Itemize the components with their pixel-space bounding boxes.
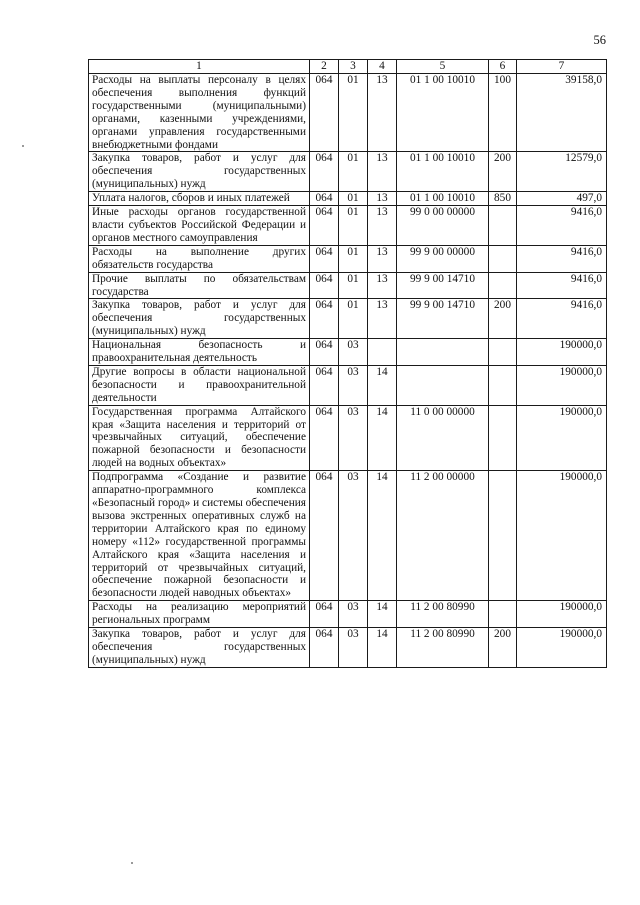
cell-type <box>489 245 517 272</box>
cell-ministry: 064 <box>310 601 339 628</box>
header-row <box>89 60 607 74</box>
cell-section: 01 <box>339 206 368 246</box>
table-row <box>89 365 607 405</box>
cell-ministry: 064 <box>310 152 339 192</box>
cell-type <box>489 601 517 628</box>
cell-target: 11 2 00 80990 <box>397 628 489 668</box>
cell-type <box>489 206 517 246</box>
cell-subsection: 13 <box>368 272 397 299</box>
page-number: 56 <box>593 33 606 47</box>
cell-section: 03 <box>339 471 368 601</box>
table-row <box>89 299 607 339</box>
cell-sum: 9416,0 <box>517 245 607 272</box>
cell-section: 01 <box>339 272 368 299</box>
cell-sum: 190000,0 <box>517 339 607 366</box>
table-row <box>89 192 607 206</box>
cell-subsection: 14 <box>368 601 397 628</box>
cell-target: 01 1 00 10010 <box>397 192 489 206</box>
cell-section: 03 <box>339 628 368 668</box>
cell-sum: 190000,0 <box>517 628 607 668</box>
table-row <box>89 74 607 152</box>
cell-section: 01 <box>339 152 368 192</box>
cell-target: 01 1 00 10010 <box>397 152 489 192</box>
cell-subsection: 13 <box>368 74 397 152</box>
cell-sum: 9416,0 <box>517 299 607 339</box>
cell-section: 03 <box>339 601 368 628</box>
cell-name: Закупка товаров, работ и услуг для обеспечения государственных (муниципальных) нужд <box>89 628 310 668</box>
cell-name: Подпрограмма «Создание и развитие аппаратно-программного комплекса «Безопасный город» и системы обеспечения вызова экстренных оперативных служб на территории Алтайского края по единому номеру «112» государственной программы Алтайского края «Защита населения и территорий от чрезвычайных ситуаций, обеспечение пожарной безопасности и безопасности людей наводных объектах» <box>89 471 310 601</box>
cell-ministry: 064 <box>310 299 339 339</box>
cell-target: 99 9 00 00000 <box>397 245 489 272</box>
cell-subsection: 13 <box>368 192 397 206</box>
table-row <box>89 405 607 471</box>
cell-target: 11 2 00 00000 <box>397 471 489 601</box>
cell-name: Расходы на реализацию мероприятий региональных программ <box>89 601 310 628</box>
cell-section: 03 <box>339 405 368 471</box>
cell-sum: 39158,0 <box>517 74 607 152</box>
column-header-section: 3 <box>339 60 368 74</box>
cell-ministry: 064 <box>310 74 339 152</box>
table-row <box>89 152 607 192</box>
cell-ministry: 064 <box>310 272 339 299</box>
cell-subsection: 13 <box>368 245 397 272</box>
cell-type <box>489 471 517 601</box>
cell-type <box>489 272 517 299</box>
cell-type: 200 <box>489 628 517 668</box>
cell-subsection: 13 <box>368 299 397 339</box>
column-header-target: 5 <box>397 60 489 74</box>
table-row <box>89 339 607 366</box>
cell-target <box>397 365 489 405</box>
cell-ministry: 064 <box>310 405 339 471</box>
cell-subsection: 13 <box>368 152 397 192</box>
cell-target: 99 9 00 14710 <box>397 299 489 339</box>
cell-name: Закупка товаров, работ и услуг для обеспечения государственных (муниципальных) нужд <box>89 299 310 339</box>
column-header-subsection: 4 <box>368 60 397 74</box>
cell-target: 11 2 00 80990 <box>397 601 489 628</box>
cell-section: 01 <box>339 245 368 272</box>
cell-type: 200 <box>489 152 517 192</box>
column-header-name: 1 <box>89 60 310 74</box>
cell-type: 200 <box>489 299 517 339</box>
cell-ministry: 064 <box>310 206 339 246</box>
scan-speck <box>22 145 24 147</box>
cell-name: Расходы на выплаты персоналу в целях обеспечения выполнения функций государственными (муниципальными) органами, казенными учреждениями, органами управления государственными внебюджетными фондами <box>89 74 310 152</box>
cell-sum: 190000,0 <box>517 405 607 471</box>
cell-type <box>489 365 517 405</box>
table-row <box>89 206 607 246</box>
cell-ministry: 064 <box>310 339 339 366</box>
cell-sum: 190000,0 <box>517 365 607 405</box>
table-row <box>89 245 607 272</box>
cell-name: Государственная программа Алтайского края «Защита населения и территорий от чрезвычайных ситуаций, обеспечение пожарной безопасности и безопасности людей на водных объектах» <box>89 405 310 471</box>
cell-section: 01 <box>339 74 368 152</box>
cell-section: 01 <box>339 299 368 339</box>
cell-name: Другие вопросы в области национальной безопасности и правоохранительной деятельности <box>89 365 310 405</box>
column-header-type: 6 <box>489 60 517 74</box>
table-row <box>89 272 607 299</box>
cell-name: Расходы на выполнение других обязательств государства <box>89 245 310 272</box>
cell-sum: 497,0 <box>517 192 607 206</box>
cell-target <box>397 339 489 366</box>
cell-sum: 9416,0 <box>517 272 607 299</box>
table-row <box>89 471 607 601</box>
cell-name: Иные расходы органов государственной власти субъектов Российской Федерации и органов местного самоуправления <box>89 206 310 246</box>
cell-target: 11 0 00 00000 <box>397 405 489 471</box>
cell-section: 03 <box>339 339 368 366</box>
cell-type <box>489 339 517 366</box>
cell-sum: 190000,0 <box>517 601 607 628</box>
cell-name: Прочие выплаты по обязательствам государства <box>89 272 310 299</box>
cell-ministry: 064 <box>310 245 339 272</box>
table-row <box>89 628 607 668</box>
cell-target: 01 1 00 10010 <box>397 74 489 152</box>
budget-table <box>88 59 607 668</box>
cell-sum: 9416,0 <box>517 206 607 246</box>
cell-subsection: 14 <box>368 471 397 601</box>
cell-subsection: 14 <box>368 405 397 471</box>
cell-sum: 12579,0 <box>517 152 607 192</box>
cell-ministry: 064 <box>310 471 339 601</box>
cell-type: 100 <box>489 74 517 152</box>
cell-target: 99 9 00 14710 <box>397 272 489 299</box>
cell-sum: 190000,0 <box>517 471 607 601</box>
cell-type <box>489 405 517 471</box>
column-header-sum: 7 <box>517 60 607 74</box>
column-header-ministry: 2 <box>310 60 339 74</box>
cell-section: 03 <box>339 365 368 405</box>
cell-target: 99 0 00 00000 <box>397 206 489 246</box>
cell-subsection <box>368 339 397 366</box>
cell-ministry: 064 <box>310 365 339 405</box>
cell-subsection: 14 <box>368 628 397 668</box>
cell-section: 01 <box>339 192 368 206</box>
scan-speck <box>131 862 133 864</box>
cell-name: Уплата налогов, сборов и иных платежей <box>89 192 310 206</box>
cell-ministry: 064 <box>310 192 339 206</box>
table-row <box>89 601 607 628</box>
cell-type: 850 <box>489 192 517 206</box>
cell-name: Закупка товаров, работ и услуг для обеспечения государственных (муниципальных) нужд <box>89 152 310 192</box>
cell-ministry: 064 <box>310 628 339 668</box>
cell-subsection: 13 <box>368 206 397 246</box>
cell-name: Национальная безопасность и правоохранительная деятельность <box>89 339 310 366</box>
cell-subsection: 14 <box>368 365 397 405</box>
